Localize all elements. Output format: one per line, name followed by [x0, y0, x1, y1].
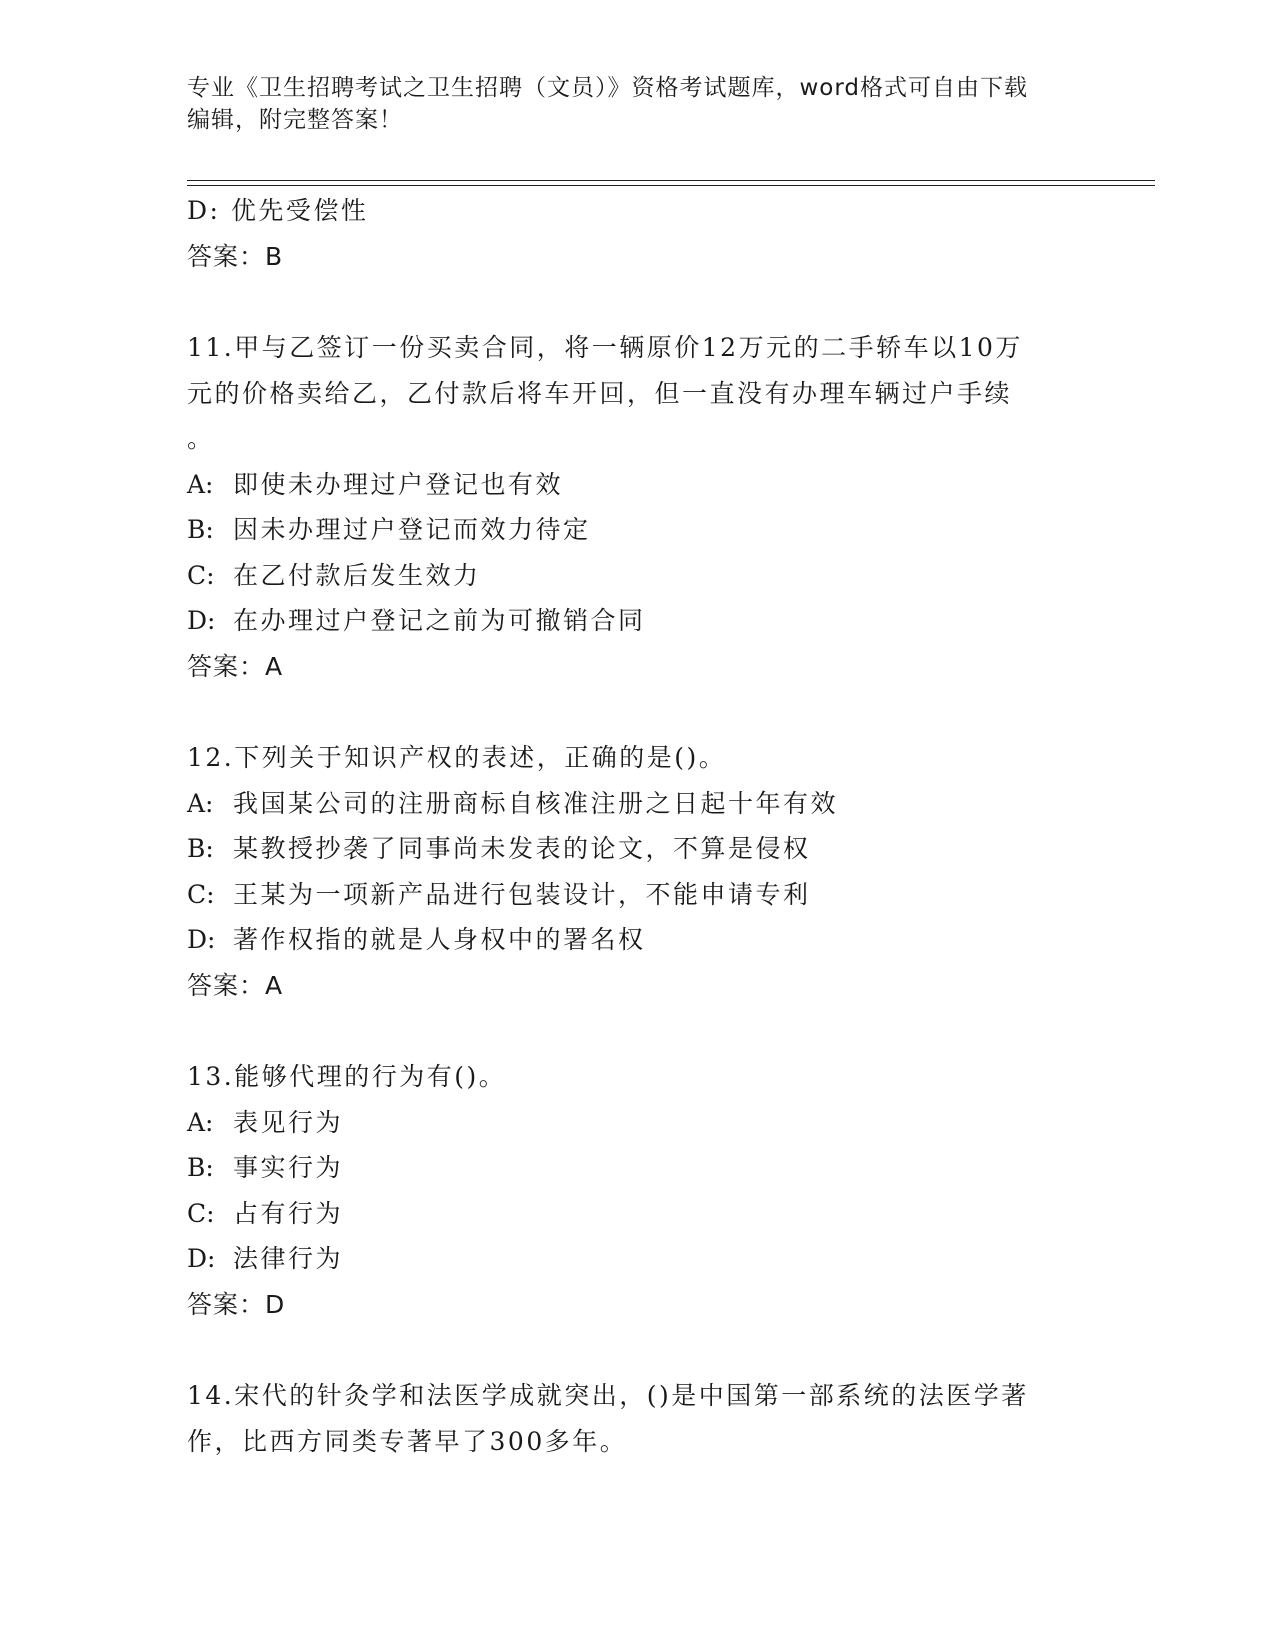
question-stem: 元的价格卖给乙，乙付款后将车开回，但一直没有办理车辆过户手续 — [187, 378, 1013, 408]
option-text: 在办理过户登记之前为可撤销合同 — [233, 606, 646, 635]
spacer — [187, 1008, 1087, 1054]
spacer — [187, 279, 1087, 325]
option-b — [187, 826, 1087, 872]
question-content — [187, 188, 1087, 1464]
option-text: 王某为一项新产品进行包装设计，不能申请专利 — [233, 879, 811, 909]
option-label: D: — [187, 1244, 216, 1273]
option-text: 事实行为 — [233, 1153, 344, 1182]
answer: 答案：A — [187, 970, 284, 1000]
option-label: A: — [187, 788, 214, 818]
option-c — [187, 872, 1087, 918]
answer: 答案：D — [187, 1289, 286, 1319]
option-label: C: — [187, 560, 215, 590]
option-b — [187, 1145, 1087, 1191]
option-text: 即使未办理过户登记也有效 — [233, 469, 564, 499]
option-label: C: — [187, 1198, 215, 1228]
question-stem: 。 — [187, 424, 215, 453]
question-stem: 11.甲与乙签订一份买卖合同，将一辆原价12万元的二手轿车以10万 — [187, 333, 1023, 362]
option-text: 法律行为 — [233, 1244, 344, 1273]
option-b — [187, 507, 1087, 553]
option-label: B: — [187, 834, 214, 863]
option-d — [187, 1236, 1087, 1282]
question-13 — [187, 1054, 1087, 1327]
option-text: 占有行为 — [233, 1198, 344, 1228]
question-stem: 14.宋代的针灸学和法医学成就突出，()是中国第一部系统的法医学著 — [187, 1381, 1029, 1410]
spacer — [187, 689, 1087, 735]
option-label: B: — [187, 515, 214, 544]
option-label: B: — [187, 1153, 214, 1182]
spacer — [187, 1327, 1087, 1373]
option-label: D: — [187, 606, 216, 635]
question-12 — [187, 735, 1087, 1008]
question-stem: 13.能够代理的行为有()。 — [187, 1062, 507, 1091]
option-d — [187, 598, 1087, 644]
prev-option-d: D: 优先受偿性 — [187, 196, 369, 225]
option-text: 著作权指的就是人身权中的署名权 — [233, 925, 646, 954]
question-stem: 作，比西方同类专著早了300多年。 — [187, 1426, 628, 1456]
page-header — [187, 72, 1087, 136]
option-d — [187, 917, 1087, 963]
answer: 答案：A — [187, 651, 284, 681]
option-text: 表见行为 — [233, 1107, 344, 1137]
option-c — [187, 553, 1087, 599]
option-text: 因未办理过户登记而效力待定 — [233, 515, 591, 544]
option-text: 我国某公司的注册商标自核准注册之日起十年有效 — [233, 788, 839, 818]
option-label: A: — [187, 1107, 214, 1137]
prev-answer: 答案：B — [187, 241, 284, 271]
option-a — [187, 1100, 1087, 1146]
header-divider — [187, 180, 1155, 186]
header-line-2: 编辑，附完整答案！ — [187, 107, 403, 133]
question-14 — [187, 1373, 1087, 1464]
option-c — [187, 1191, 1087, 1237]
option-label: A: — [187, 469, 214, 499]
header-line-1: 专业《卫生招聘考试之卫生招聘（文员）》资格考试题库，word格式可自由下载 — [187, 75, 1029, 101]
option-text: 在乙付款后发生效力 — [233, 560, 481, 590]
question-stem: 12.下列关于知识产权的表述，正确的是()。 — [187, 743, 727, 772]
option-label: D: — [187, 925, 216, 954]
question-11 — [187, 325, 1087, 689]
option-a — [187, 781, 1087, 827]
option-text: 某教授抄袭了同事尚未发表的论文，不算是侵权 — [233, 834, 811, 863]
option-label: C: — [187, 879, 215, 909]
option-a — [187, 462, 1087, 508]
